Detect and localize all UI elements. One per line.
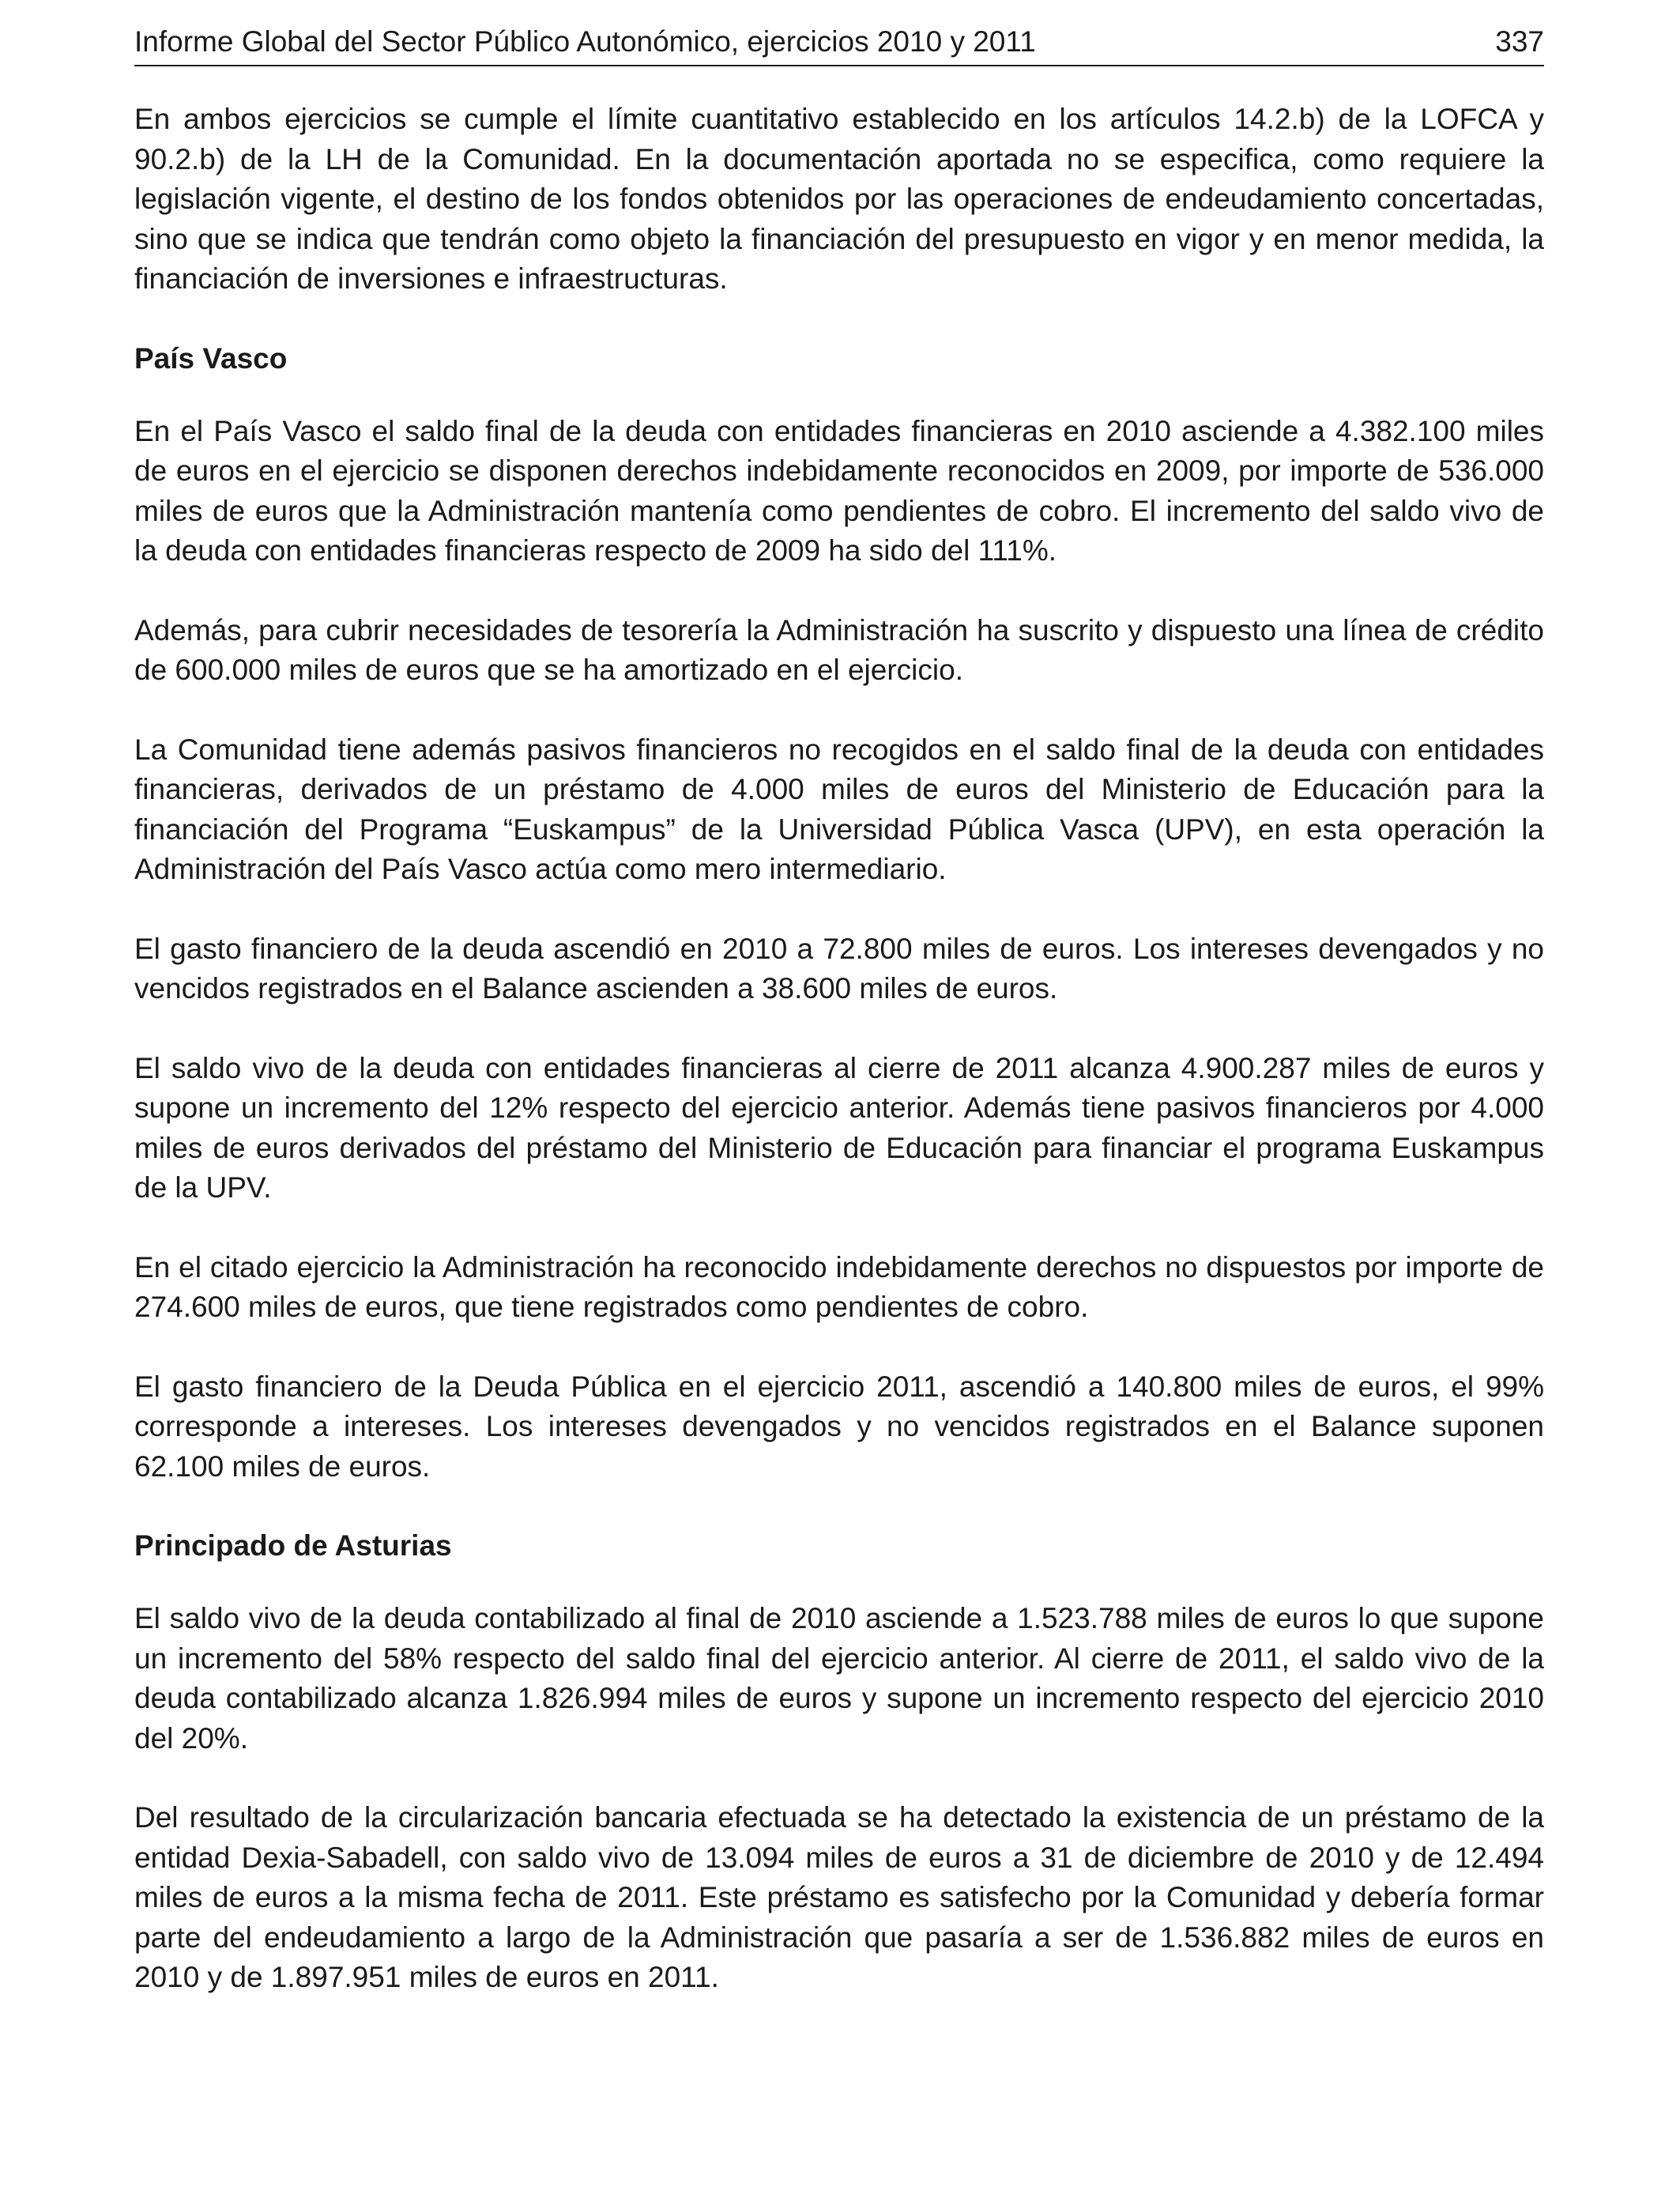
- pais-vasco-paragraph: En el citado ejercicio la Administración ha reconocido indebidamente derechos no dispuestos por importe de 274.600 miles de euros, que tiene registrados como pendientes de cobro.: [134, 1250, 1544, 1323]
- pais-vasco-paragraph: En el País Vasco el saldo final de la deuda con entidades financieras en 2010 asciende a 4.382.100 miles de euros en el ejercicio se disponen derechos indebidamente reconocidos en 2009, por importe de 536.000 miles de euros que la Administración mantenía como pendientes de cobro. El incremento del saldo vivo de la deuda con entidades financieras respecto de 2009 ha sido del 111%.: [134, 414, 1544, 567]
- page-header: [134, 24, 1544, 66]
- pais-vasco-paragraph: El saldo vivo de la deuda con entidades financieras al cierre de 2011 alcanza 4.900.287 miles de euros y supone un incremento del 12% respecto del ejercicio anterior. Además tiene pasivos financieros por 4.000 miles de euros derivados del préstamo del Ministerio de Educación para financiar el programa Euskampus de la UPV.: [134, 1051, 1544, 1204]
- pais-vasco-paragraph: El gasto financiero de la deuda ascendió en 2010 a 72.800 miles de euros. Los intereses devengados y no vencidos registrados en el Balance ascienden a 38.600 miles de euros.: [134, 932, 1544, 1005]
- pais-vasco-paragraph: Además, para cubrir necesidades de tesorería la Administración ha suscrito y dispuesto una línea de crédito de 600.000 miles de euros que se ha amortizado en el ejercicio.: [134, 613, 1544, 686]
- asturias-paragraph: Del resultado de la circularización bancaria efectuada se ha detectado la existencia de un préstamo de la entidad Dexia-Sabadell, con saldo vivo de 13.094 miles de euros a 31 de diciembre de 2010 y de 12.494 miles de euros a la misma fecha de 2011. Este préstamo es satisfecho por la Comunidad y debería formar parte del endeudamiento a largo de la Administración que pasaría a ser de 1.536.882 miles de euros en 2010 y de 1.897.951 miles de euros en 2011.: [134, 1801, 1544, 1993]
- pais-vasco-paragraph: El gasto financiero de la Deuda Pública en el ejercicio 2011, ascendió a 140.800 miles de euros, el 99% corresponde a intereses. Los intereses devengados y no vencidos registrados en el Balance suponen 62.100 miles de euros.: [134, 1370, 1544, 1483]
- document-page: [134, 24, 1544, 2038]
- page-number: 337: [1495, 25, 1544, 58]
- asturias-paragraph: El saldo vivo de la deuda contabilizado al final de 2010 asciende a 1.523.788 miles de euros lo que supone un incremento del 58% respecto del saldo final del ejercicio anterior. Al cierre de 2011, el saldo vivo de la deuda contabilizado alcanza 1.826.994 miles de euros y supone un incremento respecto del ejercicio 2010 del 20%.: [134, 1602, 1544, 1755]
- section-heading-pais-vasco: País Vasco: [134, 341, 288, 375]
- pais-vasco-paragraph: La Comunidad tiene además pasivos financieros no recogidos en el saldo final de la deuda con entidades financieras, derivados de un préstamo de 4.000 miles de euros del Ministerio de Educación para la financiación del Programa “Euskampus” de la Universidad Pública Vasca (UPV), en esta operación la Administración del País Vasco actúa como mero intermediario.: [134, 733, 1544, 885]
- running-title: Informe Global del Sector Público Autonómico, ejercicios 2010 y 2011: [134, 25, 1036, 58]
- intro-paragraph: En ambos ejercicios se cumple el límite cuantitativo establecido en los artículos 14.2.b) de la LOFCA y 90.2.b) de la LH de la Comunidad. En la documentación aportada no se especifica, como requiere la legislación vigente, el destino de los fondos obtenidos por las operaciones de endeudamiento concertadas, sino que se indica que tendrán como objeto la financiación del presupuesto en vigor y en menor medida, la financiación de inversiones e infraestructuras.: [134, 103, 1544, 295]
- page-content: [134, 66, 1544, 1998]
- section-heading-asturias: Principado de Asturias: [134, 1529, 452, 1562]
